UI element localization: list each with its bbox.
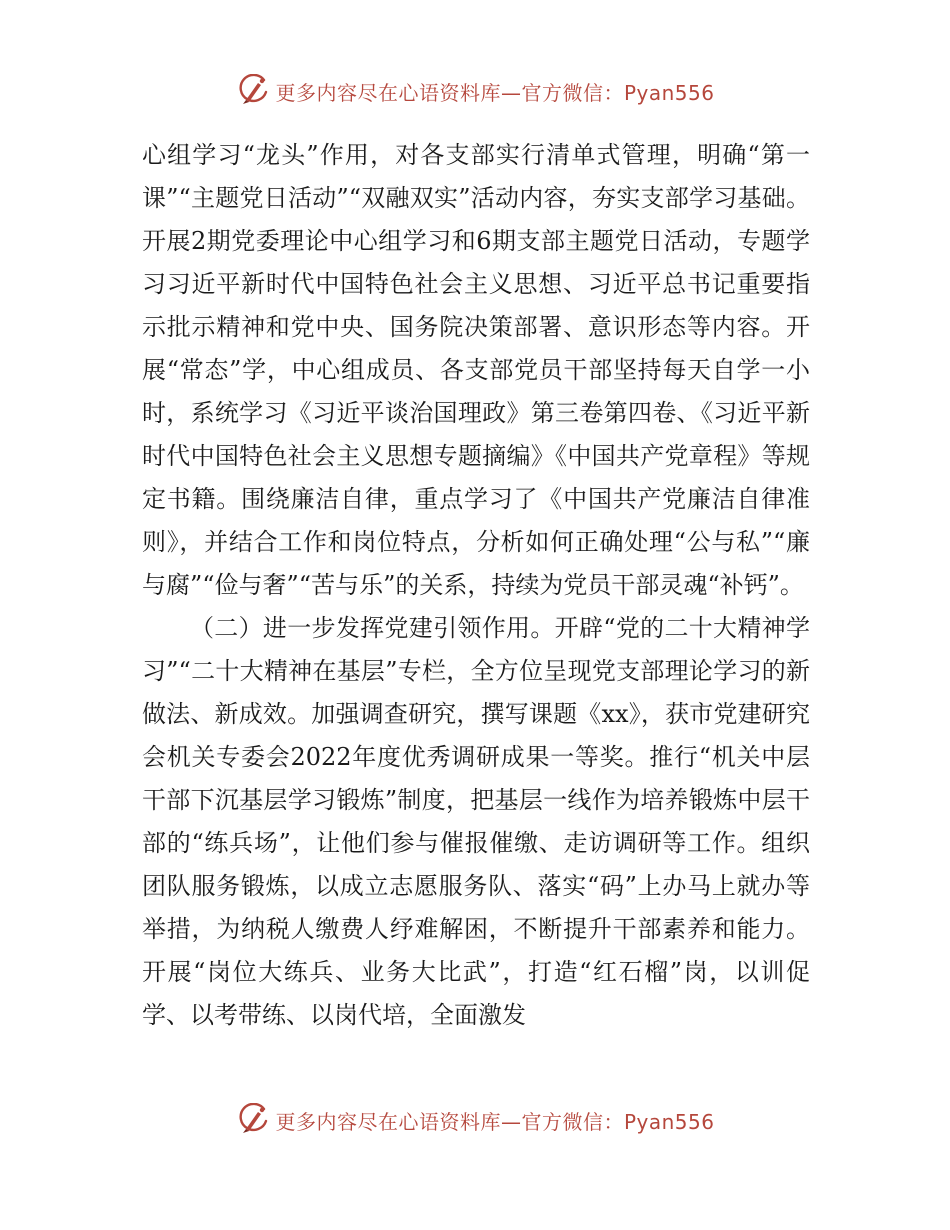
footer-banner	[0, 1100, 950, 1140]
document-body	[142, 134, 810, 1037]
quill-logo-icon	[235, 74, 269, 108]
paragraph-2: （二）进一步发挥党建引领作用。开辟“党的二十大精神学习”“二十大精神在基层”专栏，全方位呈现党支部理论学习的新做法、新成效。加强调查研究，撰写课题《xx》，获市党建研究会机关专委会2022年度优秀调研成果一等奖。推行“机关中层干部下沉基层学习锻炼”制度，把基层一线作为培养锻炼中层干部的“练兵场”，让他们参与催报催缴、走访调研等工作。组织团队服务锻炼，以成立志愿服务队、落实“码”上办马上就办等举措，为纳税人缴费人纾难解困，不断提升干部素养和能力。开展“岗位大练兵、业务大比武”，打造“红石榴”岗，以训促学、以考带练、以岗代培，全面激发	[142, 614, 810, 1029]
quill-logo-icon	[235, 1103, 269, 1137]
footer-banner-text: 更多内容尽在心语资料库—官方微信：Pyan556	[275, 1109, 715, 1134]
paragraph-1: 心组学习“龙头”作用，对各支部实行清单式管理，明确“第一课”“主题党日活动”“双融双实”活动内容，夯实支部学习基础。开展2期党委理论中心组学习和6期支部主题党日活动，专题学习习近平新时代中国特色社会主义思想、习近平总书记重要指示批示精神和党中央、国务院决策部署、意识形态等内容。开展“常态”学，中心组成员、各支部党员干部坚持每天自学一小时，系统学习《习近平谈治国理政》第三卷第四卷、《习近平新时代中国特色社会主义思想专题摘编》《中国共产党章程》等规定书籍。围绕廉洁自律，重点学习了《中国共产党廉洁自律准则》，并结合工作和岗位特点，分析如何正确处理“公与私”“廉与腐”“俭与奢”“苦与乐”的关系，持续为党员干部灵魂“补钙”。	[142, 141, 810, 599]
footer-banner-inner	[235, 1103, 714, 1137]
header-banner	[0, 71, 950, 111]
header-banner-inner	[235, 74, 714, 108]
header-banner-text: 更多内容尽在心语资料库—官方微信：Pyan556	[275, 80, 715, 105]
